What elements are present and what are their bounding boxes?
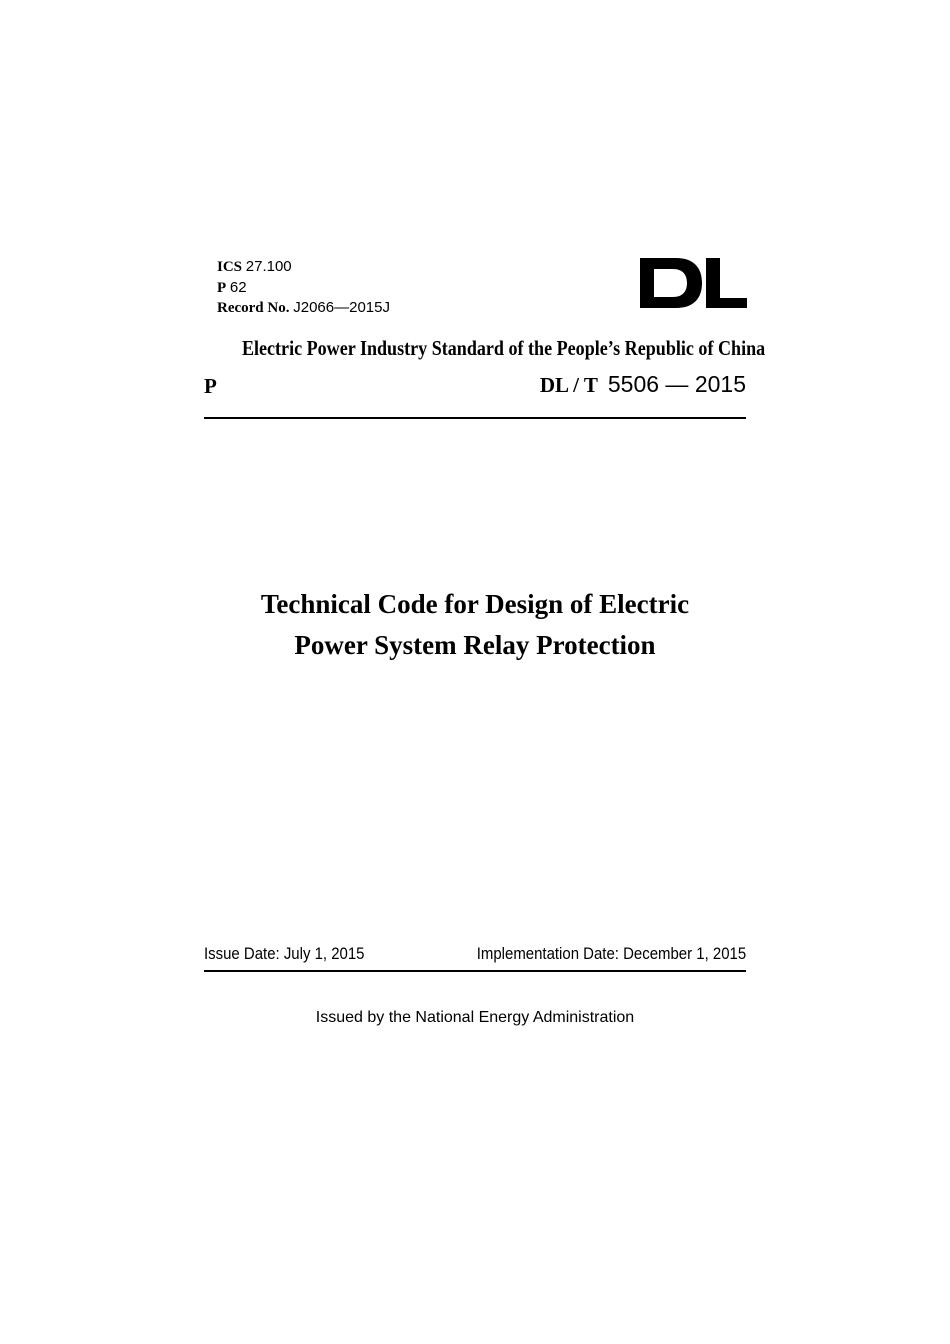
standard-number-code: 5506 — 2015 [607,371,746,397]
ics-value: 27.100 [245,258,292,275]
footer-divider [204,970,746,972]
record-value: J2066—2015J [293,299,390,316]
implementation-date: Implementation Date: December 1, 2015 [476,944,746,963]
record-row [217,298,390,319]
category-label: P [217,279,227,296]
header-divider [204,417,746,419]
record-label: Record No. [217,300,290,316]
document-title-line-2: Power System Relay Protection [294,630,656,660]
classification-block [217,257,390,319]
category-value: 62 [229,278,247,296]
document-title-line-1: Technical Code for Design of Electric [260,589,690,619]
standard-number-prefix: DL / T [539,373,598,397]
dl-logo [640,258,747,308]
issue-date: Issue Date: July 1, 2015 [204,944,365,963]
dl-logo-d [640,258,702,308]
standard-number [540,371,746,398]
category-row [217,278,390,299]
ics-label: ICS [217,259,243,275]
standard-category: P [204,374,217,398]
issuer: Issued by the National Energy Administration [315,1009,635,1026]
dl-logo-l [706,258,747,308]
document-title [204,584,746,666]
standard-title: Electric Power Industry Standard of the People’s Republic of China [241,336,766,360]
ics-row [217,257,390,278]
